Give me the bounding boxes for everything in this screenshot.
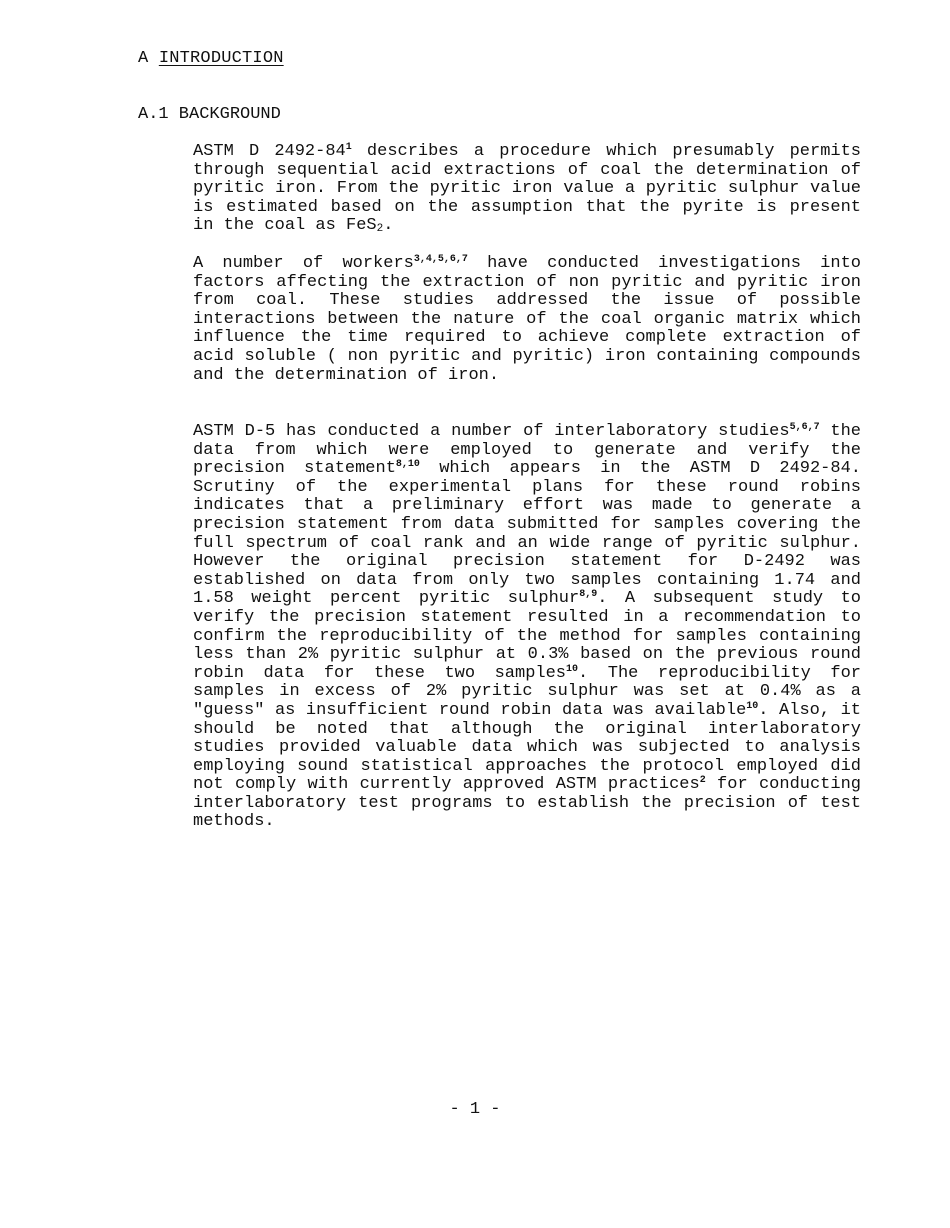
p3-text-4: . A subsequent study to verify the precision statement resulted in a recommendation to confirm the reproducibility of the method for samples containing less than 2% pyritic sulphur at 0.3% based on the previous round robin data for these two samples — [193, 589, 861, 683]
paragraph-workers-investigations — [193, 255, 861, 385]
p3-text-5: . The reproducibility for samples in excess of 2% pyritic sulphur was set at 0.4% as a "guess" as insufficient round robin data was available — [193, 663, 862, 720]
reference-superscript: 8,9 — [579, 589, 598, 601]
reference-superscript: 2 — [699, 775, 706, 787]
section-title: INTRODUCTION — [158, 49, 284, 68]
p2-text-2: have conducted investigations into factors affecting the extraction of non pyritic and pyritic iron from coal. These studies addressed the issue of possible interactions between the nature of the coal organic matrix which influence the time required to achieve complete extraction of acid soluble ( non pyritic and pyritic) iron containing compounds and the determination of iron. — [193, 254, 861, 385]
reference-superscript: 1 — [345, 142, 352, 153]
p3-text-7: for conducting interlaboratory test programs to establish the precision of test methods. — [193, 775, 861, 832]
paragraph-astm-description — [193, 143, 861, 236]
p3-text-2: the data from which were employed to generate and verify the precision statement — [193, 422, 861, 479]
section-letter: A — [138, 49, 149, 68]
reference-superscript: 10 — [746, 700, 759, 712]
subsection-heading: A.1 BACKGROUND — [138, 105, 281, 124]
reference-superscript: 3,4,5,6,7 — [413, 254, 468, 265]
reference-superscript: 8,10 — [395, 459, 420, 471]
p1-text-2: describes a procedure which presumably permits through sequential acid extractions of coal the determination of pyritic iron. From the pyritic iron value a pyritic sulphur value is estimated based on the assumption that the pyrite is present in the coal as FeS — [193, 142, 861, 236]
chemical-subscript: 2 — [376, 223, 384, 236]
p1-text-3: . — [383, 216, 394, 236]
reference-superscript: 5,6,7 — [789, 422, 820, 433]
p3-text-1: ASTM D-5 has conducted a number of interlaboratory studies — [193, 422, 790, 441]
paragraph-interlaboratory-studies — [193, 423, 861, 832]
p3-text-3: which appears in the ASTM D 2492-84. Scrutiny of the experimental plans for these round robins indicates that a preliminary effort was made to generate a precision statement from data submitted for samples covering the full spectrum of coal rank and an wide range of pyritic sulphur. However the original precision statement for D-2492 was established on data from only two samples containing 1.74 and 1.58 weight percent pyritic sulphur — [193, 459, 861, 609]
reference-superscript: 10 — [566, 663, 579, 675]
section-heading — [138, 49, 284, 68]
p3-text-6: . Also, it should be noted that although the original interlaboratory studies provided valuable data which was subjected to analysis employing sound statistical approaches the protocol employed did not comply with currently approved ASTM practices — [193, 700, 861, 795]
p2-text-1: A number of workers — [193, 254, 414, 273]
p1-text-1: ASTM D 2492-84 — [193, 142, 346, 161]
page-number: - 1 - — [449, 1100, 501, 1119]
